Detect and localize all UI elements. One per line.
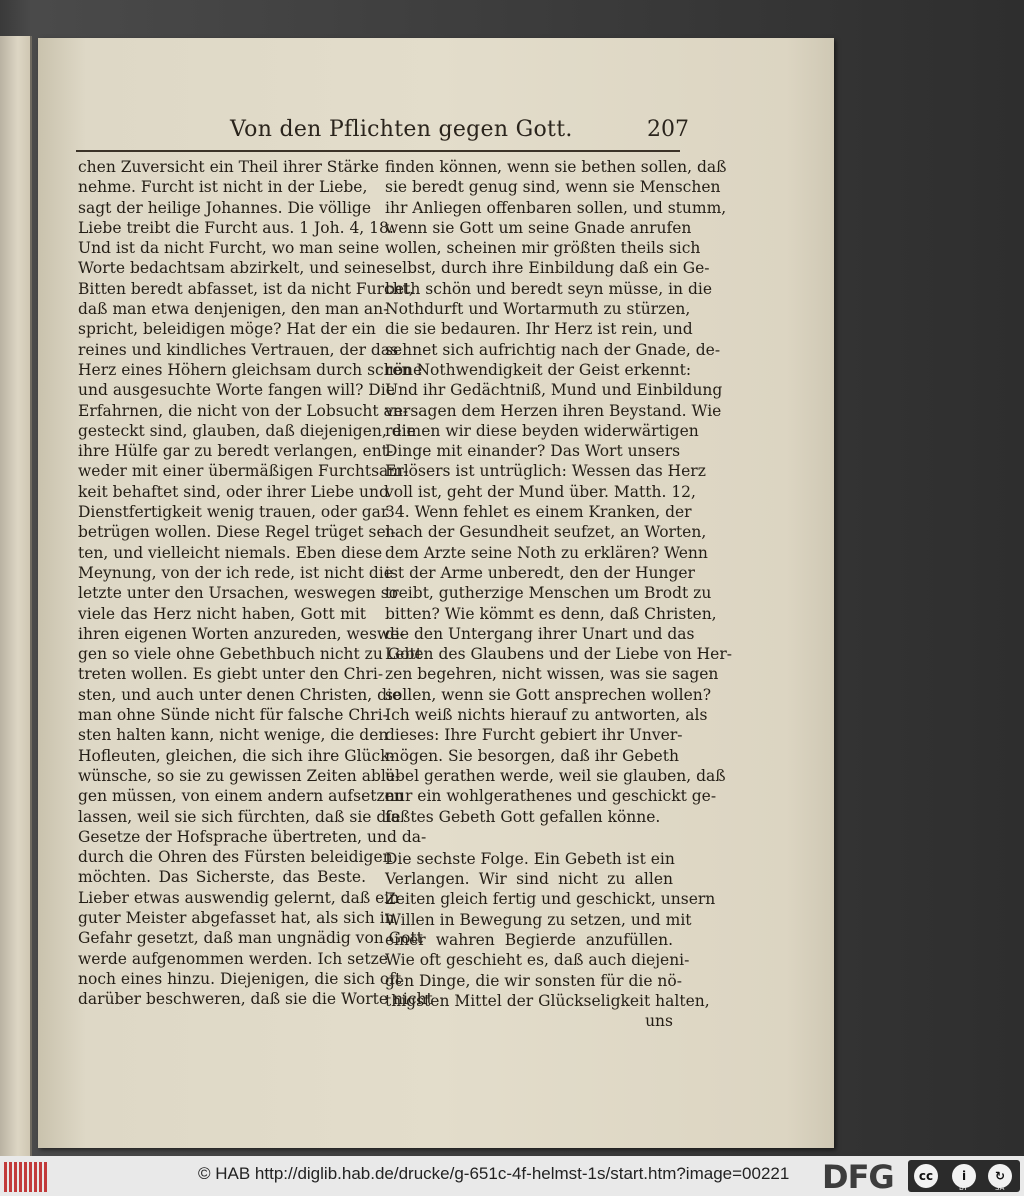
text-line: wenn sie Gott um seine Gnade anrufen bbox=[385, 218, 692, 237]
text-line: voll ist, geht der Mund über. Matth. 12, bbox=[385, 482, 696, 501]
text-line: nach der Gesundheit seufzet, an Worten, bbox=[385, 523, 707, 542]
text-line: Nothdurft und Wortarmuth zu stürzen, bbox=[385, 300, 691, 319]
dfg-logo[interactable]: DFG bbox=[822, 1158, 894, 1196]
text-line: übel gerathen werde, weil sie glauben, daß bbox=[385, 766, 726, 785]
text-line: selbst, durch ihre Einbildung daß ein Ge- bbox=[385, 259, 710, 278]
text-line: guter Meister abgefasset hat, als sich in bbox=[78, 908, 395, 927]
text-line: Lieber etwas auswendig gelernt, daß ein bbox=[78, 888, 400, 907]
text-line: sehnet sich aufrichtig nach der Gnade, de- bbox=[385, 340, 721, 359]
text-line: die den Untergang ihrer Unart und das bbox=[385, 624, 695, 643]
text-line: Dienstfertigkeit wenig trauen, oder gar bbox=[78, 503, 389, 522]
share-alike-icon: ↻ bbox=[988, 1164, 1012, 1188]
cc-license-badge[interactable] bbox=[908, 1160, 1020, 1192]
text-line: Worte bedachtsam abzirkelt, und seine bbox=[78, 259, 386, 278]
text-line: treibt, gutherzige Menschen um Brodt zu bbox=[385, 584, 712, 603]
text-line: möchten. Das Sicherste, das Beste. bbox=[78, 868, 366, 887]
text-line: wünsche, so sie zu gewissen Zeiten able- bbox=[78, 766, 401, 785]
text-line: Liebe treibt die Furcht aus. 1 Joh. 4, 18. bbox=[78, 218, 394, 237]
text-line: Bitten beredt abfasset, ist da nicht Furcht, bbox=[78, 279, 414, 298]
text-line: ren Nothwendigkeit der Geist erkennt: bbox=[385, 360, 692, 379]
sa-label: SA bbox=[995, 1184, 1005, 1192]
header-rule bbox=[76, 150, 680, 152]
text-line: sagt der heilige Johannes. Die völlige bbox=[78, 198, 372, 217]
text-line: Erlösers ist untrüglich: Wessen das Herz bbox=[385, 462, 706, 481]
text-line: beth schön und beredt seyn müsse, in die bbox=[385, 279, 712, 298]
text-line: man ohne Sünde nicht für falsche Chri- bbox=[78, 706, 388, 725]
text-line: mögen. Sie besorgen, daß ihr Gebeth bbox=[385, 746, 679, 765]
text-line: gen Dinge, die wir sonsten für die nö- bbox=[385, 971, 682, 990]
text-line: Verlangen. Wir sind nicht zu allen bbox=[385, 870, 673, 889]
text-line: weder mit einer übermäßigen Furchtsam- bbox=[78, 462, 409, 481]
footer-bar bbox=[0, 1156, 1024, 1196]
text-line: Erfahrnen, die nicht von der Lobsucht an- bbox=[78, 401, 409, 420]
text-line: gen so viele ohne Gebethbuch nicht zu Gott bbox=[78, 645, 422, 664]
facing-page-edge bbox=[0, 36, 32, 1156]
paragraph bbox=[385, 157, 732, 827]
text-line: Die sechste Folge. Ein Gebeth ist ein bbox=[385, 849, 675, 868]
text-line: spricht, beleidigen möge? Hat der ein bbox=[78, 320, 376, 339]
text-line: Leben des Glaubens und der Liebe von Her- bbox=[385, 645, 732, 664]
text-line: dem Arzte seine Noth zu erklären? Wenn bbox=[385, 543, 708, 562]
text-line: finden können, wenn sie bethen sollen, daß bbox=[385, 158, 727, 176]
text-line: Hofleuten, gleichen, die sich ihre Glück- bbox=[78, 746, 395, 765]
text-line: 34. Wenn fehlet es einem Kranken, der bbox=[385, 503, 692, 522]
text-line: Und ist da nicht Furcht, wo man seine bbox=[78, 239, 380, 258]
text-line: dieses: Ihre Furcht gebiert ihr Unver- bbox=[385, 726, 683, 745]
text-line: noch eines hinzu. Diejenigen, die sich oft bbox=[78, 969, 402, 988]
text-line: reimen wir diese beyden widerwärtigen bbox=[385, 421, 699, 440]
text-line: keit behaftet sind, oder ihrer Liebe und bbox=[78, 482, 389, 501]
hab-logo-icon bbox=[4, 1162, 48, 1192]
text-line: Gesetze der Hofsprache übertreten, und da- bbox=[78, 827, 427, 846]
text-line: Willen in Bewegung zu setzen, und mit bbox=[385, 910, 692, 929]
text-line: ihren eigenen Worten anzureden, weswe- bbox=[78, 624, 405, 643]
text-line: Dinge mit einander? Das Wort unsers bbox=[385, 442, 681, 461]
paragraph bbox=[385, 849, 716, 1011]
text-line: gen müssen, von einem andern aufsetzen bbox=[78, 787, 404, 806]
text-line: viele das Herz nicht haben, Gott mit bbox=[78, 604, 366, 623]
page-header bbox=[230, 117, 690, 151]
text-line: Herz eines Höhern gleichsam durch schöne bbox=[78, 360, 423, 379]
text-line: ten, und vielleicht niemals. Eben diese bbox=[78, 543, 383, 562]
text-line: treten wollen. Es giebt unter den Chri- bbox=[78, 665, 384, 684]
text-line: Gefahr gesetzt, daß man ungnädig von Gott bbox=[78, 929, 423, 948]
text-line: faßtes Gebeth Gott gefallen könne. bbox=[385, 807, 661, 826]
text-line: wollen, scheinen mir größten theils sich bbox=[385, 239, 701, 258]
text-line: betrügen wollen. Diese Regel trüget sel- bbox=[78, 523, 396, 542]
cc-icon: cc bbox=[914, 1164, 938, 1188]
running-title: Von den Pflichten gegen Gott. bbox=[230, 117, 573, 142]
text-line: sie beredt genug sind, wenn sie Menschen bbox=[385, 178, 721, 197]
by-label: BY bbox=[959, 1184, 968, 1192]
text-line: Und ihr Gedächtniß, Mund und Einbildung bbox=[385, 381, 723, 400]
left-text-column bbox=[78, 157, 433, 1009]
text-line: letzte unter den Ursachen, weswegen so bbox=[78, 584, 399, 603]
text-line: gesteckt sind, glauben, daß diejenigen, die bbox=[78, 421, 416, 440]
text-line: Zeiten gleich fertig und geschickt, unsern bbox=[385, 890, 716, 909]
text-line: Ich weiß nichts hierauf zu antworten, als bbox=[385, 706, 708, 725]
text-line: thigsten Mittel der Glückseligkeit halten, bbox=[385, 991, 710, 1010]
text-line: nur ein wohlgerathenes und geschickt ge- bbox=[385, 787, 717, 806]
text-line: chen Zuversicht ein Theil ihrer Stärke bbox=[78, 158, 379, 176]
text-line: Meynung, von der ich rede, ist nicht die bbox=[78, 563, 393, 582]
text-line: sten, und auch unter denen Christen, die bbox=[78, 685, 402, 704]
text-line: ihr Anliegen offenbaren sollen, und stumm, bbox=[385, 198, 727, 217]
paragraph-gap bbox=[385, 827, 673, 849]
text-line: lassen, weil sie sich fürchten, daß sie die bbox=[78, 807, 401, 826]
text-line: daß man etwa denjenigen, den man an- bbox=[78, 300, 389, 319]
text-line: Wie oft geschieht es, daß auch diejeni- bbox=[385, 951, 690, 970]
text-line: versagen dem Herzen ihren Beystand. Wie bbox=[385, 401, 722, 420]
text-line: sollen, wenn sie Gott ansprechen wollen? bbox=[385, 685, 712, 704]
text-line: zen begehren, nicht wissen, was sie sagen bbox=[385, 665, 719, 684]
right-text-column bbox=[385, 157, 732, 1031]
catchword: uns bbox=[645, 1012, 673, 1031]
text-line: einer wahren Begierde anzufüllen. bbox=[385, 930, 673, 949]
text-line: darüber beschweren, daß sie die Worte nicht bbox=[78, 990, 433, 1009]
text-line: nehme. Furcht ist nicht in der Liebe, bbox=[78, 178, 368, 197]
attribution-icon: i bbox=[952, 1164, 976, 1188]
text-line: werde aufgenommen werden. Ich setze bbox=[78, 949, 388, 968]
copyright-link[interactable]: © HAB http://diglib.hab.de/drucke/g-651c-4f-helmst-1s/start.htm?image=00221 bbox=[198, 1164, 790, 1183]
text-line: durch die Ohren des Fürsten beleidigen bbox=[78, 848, 393, 867]
text-line: reines und kindliches Vertrauen, der das bbox=[78, 340, 399, 359]
page-number: 207 bbox=[647, 117, 689, 142]
text-line: ihre Hülfe gar zu beredt verlangen, ent- bbox=[78, 442, 394, 461]
text-line: bitten? Wie kömmt es denn, daß Christen, bbox=[385, 604, 717, 623]
text-line: und ausgesuchte Worte fangen will? Die bbox=[78, 381, 395, 400]
text-line: ist der Arme unberedt, den der Hunger bbox=[385, 563, 695, 582]
text-line: sten halten kann, nicht wenige, die den bbox=[78, 726, 389, 745]
text-line: die sie bedauren. Ihr Herz ist rein, und bbox=[385, 320, 693, 339]
